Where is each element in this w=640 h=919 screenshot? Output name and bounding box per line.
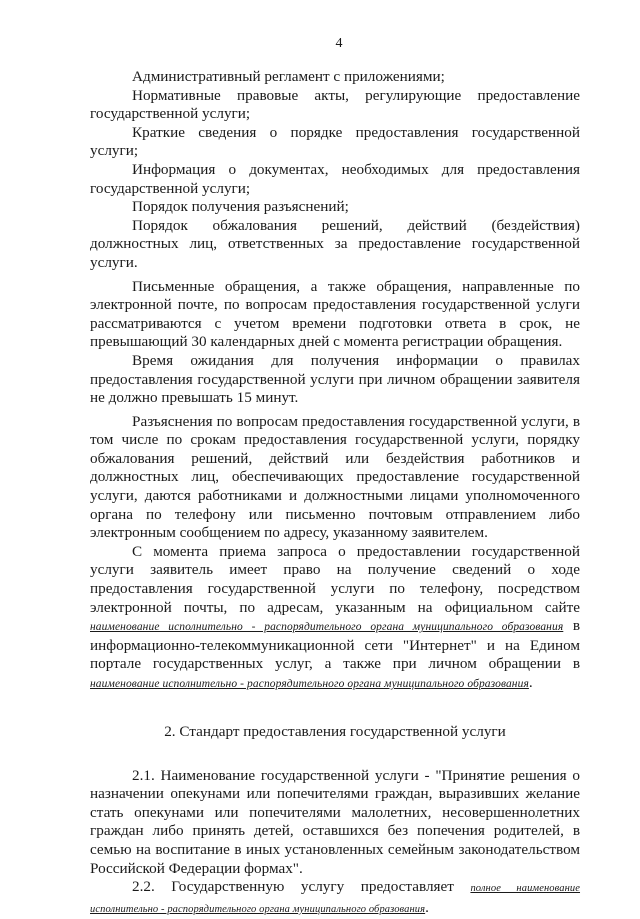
page-number: 4 bbox=[335, 36, 343, 51]
paragraph-waiting-time: Время ожидания для получения информации о правилах предоставления государственной услуги при личном обращении заявителя не должно превышать 15 минут. bbox=[90, 351, 580, 407]
paragraph-written-requests: Письменные обращения, а также обращения, направленные по электронной почте, по вопросам предоставления государственной услуги рассматриваются с учетом времени подготовки ответа в срок, не превышающий 30 календарных дней с момента регистрации обращения. bbox=[90, 277, 580, 351]
clause-2-2 bbox=[90, 878, 580, 919]
paragraph-clarifications: Разъяснения по вопросам предоставления государственной услуги, в том числе по срокам предоставления государственной услуги, порядку обжалования решений, действий или бездействия работников и должностных лиц, обеспечивающих предоставление государственной услуги, даются работниками и должностными лицами уполномоченного органа по телефону или письменно почтовым отправлением либо электронным сообщением по адресу, указанному заявителем. bbox=[90, 412, 580, 542]
paragraph-text: в информационно-телекоммуникационной сети "Интернет" и на Едином портале государственных услуг, а также при личном обращении в bbox=[90, 617, 580, 673]
paragraph-end: . bbox=[528, 674, 533, 691]
handwritten-org-name: наименование исполнительно - распорядительного органа муниципального образования bbox=[90, 621, 564, 634]
list-item: Краткие сведения о порядке предоставления государственной услуги; bbox=[90, 123, 580, 160]
paragraph-text: С момента приема запроса о предоставлении государственной услуги заявитель имеет право на получение сведений о ходе предоставления государственной услуги по телефону, посредством электронной почты, по адресам, указанным на официальном сайте bbox=[90, 542, 580, 616]
handwritten-org-full-name: полное наименование исполнительно - распорядительного органа муниципального образования bbox=[90, 883, 581, 915]
clause-end: . bbox=[425, 898, 429, 916]
list-item: Порядок получения разъяснений; bbox=[132, 198, 349, 216]
list-item: Порядок обжалования решений, действий (бездействия) должностных лиц, ответственных за предоставление государственной услуги. bbox=[90, 216, 580, 271]
handwritten-org-name: наименование исполнительно - распорядительного органа муниципального образования bbox=[90, 678, 529, 690]
list-item: Информация о документах, необходимых для предоставления государственной услуги; bbox=[90, 160, 580, 197]
paragraph-from-moment bbox=[90, 543, 580, 694]
clause-text: 2.2. Государственную услугу предоставляет bbox=[132, 878, 454, 896]
list-item: Нормативные правовые акты, регулирующие предоставление государственной услуги; bbox=[90, 86, 580, 123]
section-heading: 2. Стандарт предоставления государственной услуги bbox=[164, 722, 506, 740]
list-item: Административный регламент с приложениями; bbox=[132, 68, 445, 85]
clause-2-1: 2.1. Наименование государственной услуги - "Принятие решения о назначении опекунами или попечителями граждан, выразивших желание стать опекунами или попечителями малолетних, несовершеннолетних граждан либо принять детей, оставшихся без попечения родителей, в семью на воспитание в иных установленных семейным законодательством Российской Федерации формах". bbox=[90, 766, 580, 877]
